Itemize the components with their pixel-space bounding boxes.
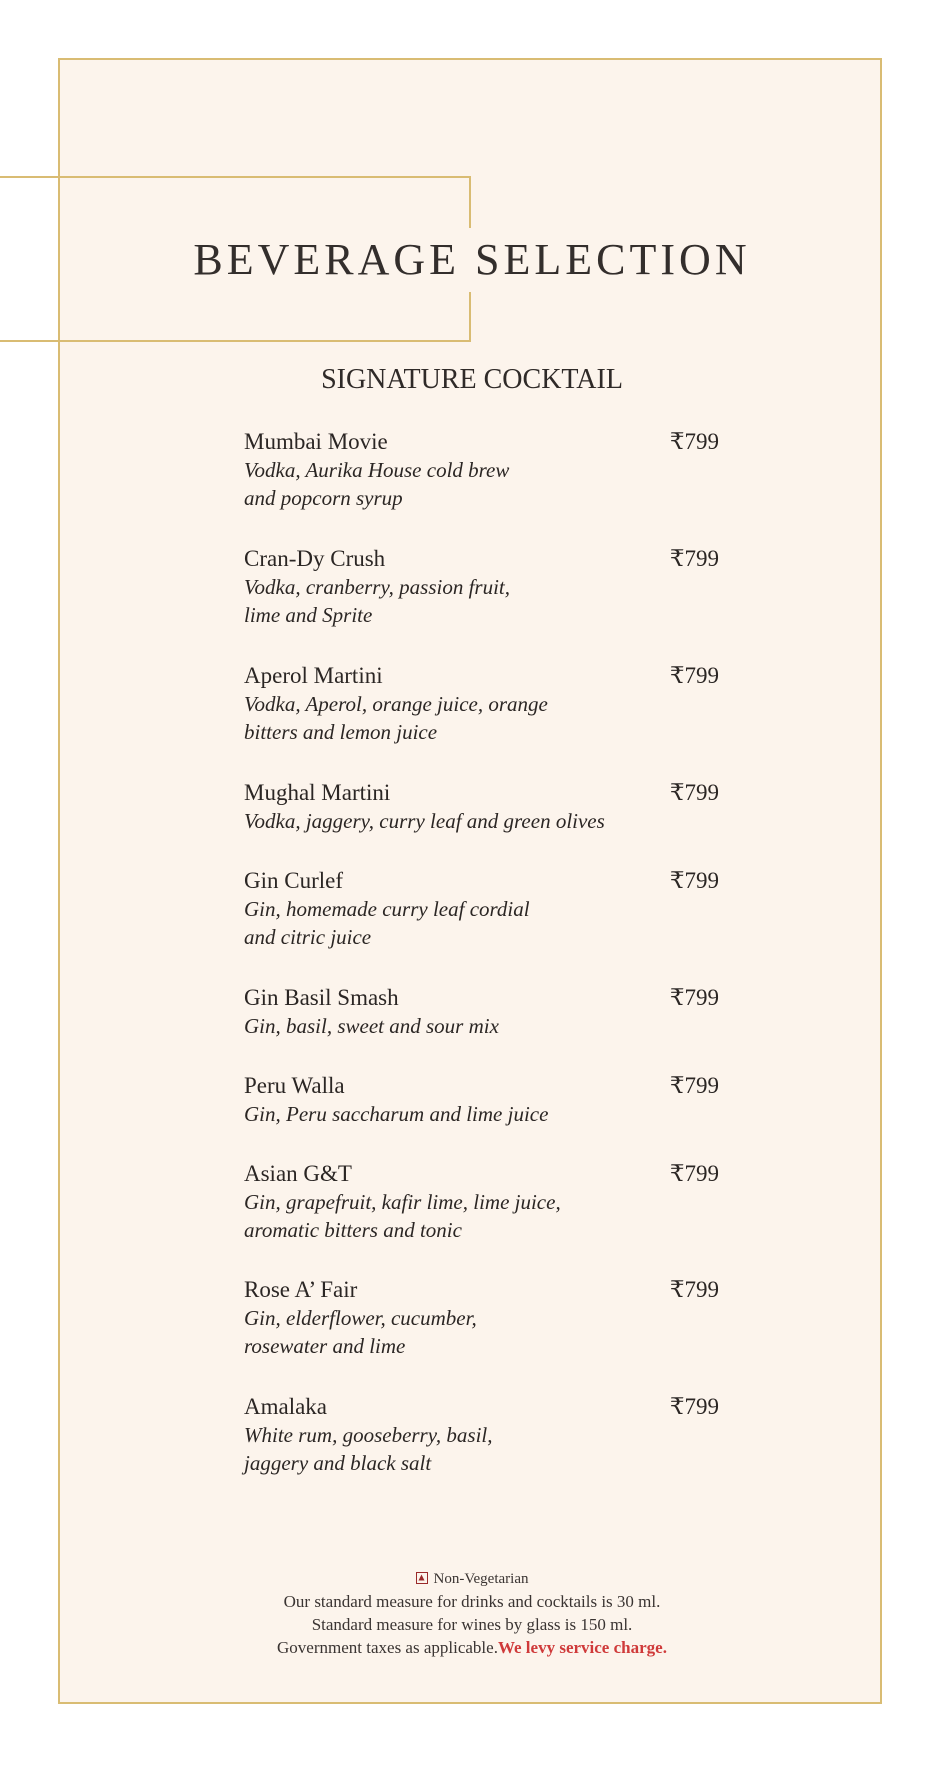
item-description: Vodka, jaggery, curry leaf and green olives xyxy=(244,809,605,833)
item-description: Gin, grapefruit, kafir lime, lime juice, aromatic bitters and tonic xyxy=(244,1190,561,1242)
menu-item xyxy=(244,1071,719,1128)
item-name: Asian G&T xyxy=(244,1161,352,1186)
item-price: ₹799 xyxy=(669,429,719,454)
item-price: ₹799 xyxy=(669,868,719,893)
item-description: Gin, elderflower, cucumber, rosewater and lime xyxy=(244,1306,477,1358)
tax-text: Government taxes as applicable. xyxy=(277,1638,498,1657)
menu-footer xyxy=(0,1568,944,1659)
page-title: BEVERAGE SELECTION xyxy=(193,235,751,284)
item-name: Mughal Martini xyxy=(244,780,391,805)
item-description: Gin, basil, sweet and sour mix xyxy=(244,1014,499,1038)
menu-item xyxy=(244,1275,719,1360)
item-price: ₹799 xyxy=(669,663,719,688)
item-price: ₹799 xyxy=(669,985,719,1010)
item-name: Mumbai Movie xyxy=(244,429,388,454)
section-title: SIGNATURE COCKTAIL xyxy=(321,364,623,395)
item-description: Vodka, Aurika House cold brew and popcorn syrup xyxy=(244,458,510,510)
title-decoration-bottom xyxy=(0,292,471,342)
menu-item xyxy=(244,866,719,951)
legend-label: Non-Vegetarian xyxy=(433,1571,529,1587)
item-name: Peru Walla xyxy=(244,1073,345,1098)
item-description: Vodka, cranberry, passion fruit, lime and Sprite xyxy=(244,575,510,627)
item-name: Amalaka xyxy=(244,1394,328,1419)
menu-item xyxy=(244,1159,719,1244)
title-decoration-top xyxy=(0,176,471,228)
item-price: ₹799 xyxy=(669,1394,719,1419)
menu-item xyxy=(244,544,719,629)
item-price: ₹799 xyxy=(669,1277,719,1302)
item-price: ₹799 xyxy=(669,546,719,571)
item-price: ₹799 xyxy=(669,1073,719,1098)
legend xyxy=(0,1568,944,1590)
item-description: Vodka, Aperol, orange juice, orange bitters and lemon juice xyxy=(244,692,548,744)
item-price: ₹799 xyxy=(669,780,719,805)
non-vegetarian-icon xyxy=(416,1572,428,1584)
menu-item xyxy=(244,1392,719,1477)
item-name: Rose A’ Fair xyxy=(244,1277,358,1302)
menu-item xyxy=(244,427,719,512)
measure-note: Our standard measure for drinks and cocktails is 30 ml. xyxy=(283,1592,661,1611)
item-name: Gin Curlef xyxy=(244,868,344,893)
item-description: Gin, homemade curry leaf cordial and citric juice xyxy=(244,897,530,949)
tax-note xyxy=(0,1636,944,1659)
menu-item xyxy=(244,778,719,835)
item-description: White rum, gooseberry, basil, jaggery and black salt xyxy=(244,1423,493,1475)
item-description: Gin, Peru saccharum and lime juice xyxy=(244,1102,549,1126)
item-name: Gin Basil Smash xyxy=(244,985,399,1010)
item-name: Cran-Dy Crush xyxy=(244,546,386,571)
wine-measure-note: Standard measure for wines by glass is 150 ml. xyxy=(311,1615,633,1634)
item-price: ₹799 xyxy=(669,1161,719,1186)
menu-item xyxy=(244,983,719,1040)
item-name: Aperol Martini xyxy=(244,663,383,688)
menu-item xyxy=(244,661,719,746)
service-charge-note: We levy service charge. xyxy=(497,1638,667,1657)
